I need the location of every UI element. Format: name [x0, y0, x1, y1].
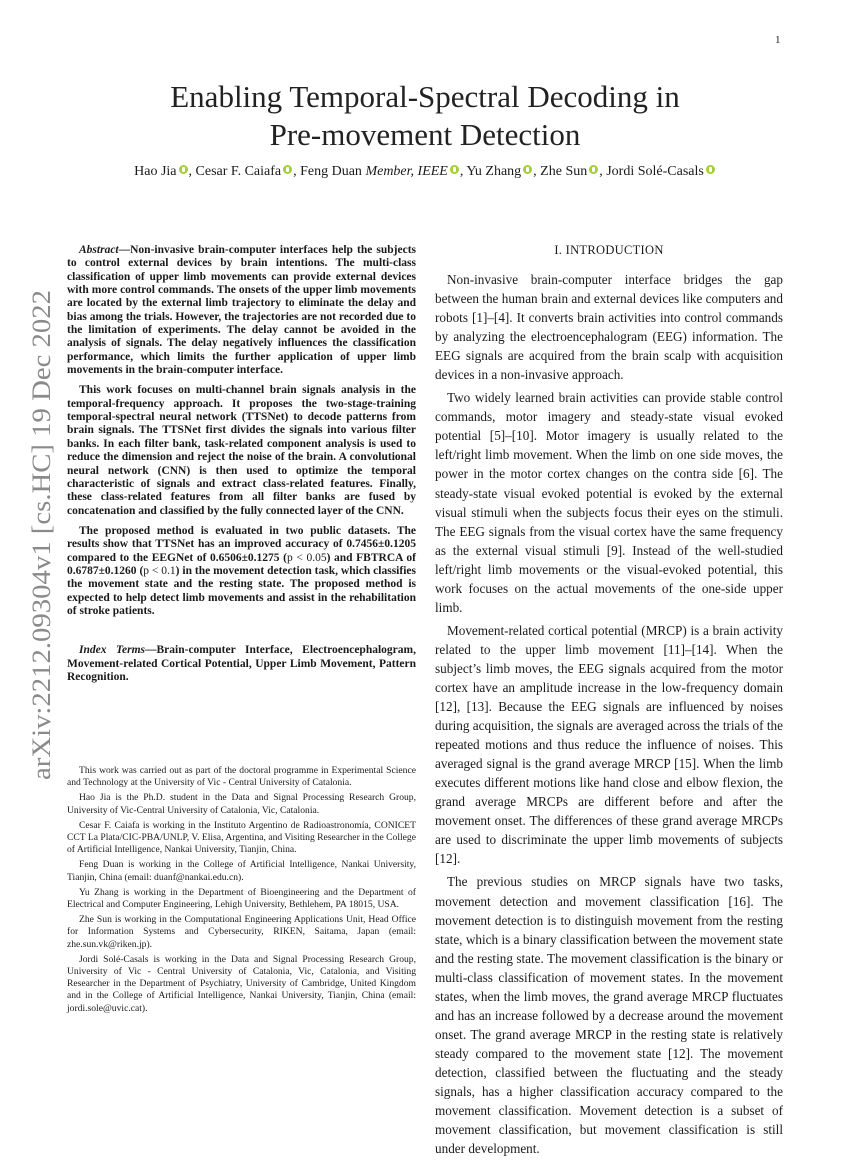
body-paragraph: Non-invasive brain-computer interface bridges the gap between the human brain and external devices like computers and robots [1]–[4]. It converts brain activities into control commands by analyzing the electroencephalogram (EEG) information. The EEG signals are acquired from the brain scalp with acquisition devices in a non-invasive approach. — [435, 272, 783, 383]
section-heading: I. INTRODUCTION — [554, 243, 664, 257]
abstract-text: —Non-invasive brain-computer interfaces help the subjects to control external devices by brain intentions. The multi-class classification of upper limb movements can provide external devices with more control commands. The onsets of the upper limb movements are located by the external limb trajectory to eliminate the delay and bias among the trials. However, the trajectories are not recorded due to the limitation of experiments. The delay cannot be avoided in the analysis of signals. The delay negatively influences the classification performance, which limits the further application of upper limb movements in the brain-computer interface. — [67, 244, 416, 377]
footnote: This work was carried out as part of the doctoral programme in Experimental Science and Technology at the University of Vic - Central University of Catalonia. — [67, 765, 416, 789]
orcid-icon[interactable] — [283, 165, 292, 174]
footnote: Cesar F. Caiafa is working in the Instituto Argentino de Radioastronomía, CONICET CCT La Plata/CIC-PBA/UNLP, V. Elisa, Argentina, and Visiting Researcher in the College of Artificial Intelligence, Nankai University, Tianjin, China. — [67, 819, 416, 856]
author-name: Jordi Solé-Casals — [606, 164, 704, 179]
p-value: p < 0.05 — [287, 551, 327, 564]
orcid-icon[interactable] — [450, 165, 459, 174]
body-paragraph: Movement-related cortical potential (MRCP) is a brain activity related to the upper limb movement [11]–[14]. When the subject’s limb moves, the EEG signals acquired from the motor cortex have an amplitude increase in the low-frequency domain [12], [13]. Because the EEG signals are influenced by noises during acquisition, the signals are averaged across the trials of the repeated motions and thus reduce the influence of noises. This averaged signal is the grand average MRCP [15]. When the limb executes different motions like hand close and elbow flexion, the grand average MRCPs are different before and after the movement onset. The differences of these grand average MRCPs are used to discriminate the upper limb movements of subjects [12]. — [435, 622, 783, 867]
footnotes — [67, 765, 416, 1018]
arxiv-id-text: arXiv:2212.09304v1 [cs.HC] 19 Dec 2022 — [27, 336, 56, 780]
abstract-paragraph-1 — [67, 244, 416, 377]
footnote: Yu Zhang is working in the Department of Bioengineering and the Department of Electrical and Computer Engineering, Lehigh University, Bethlehem, PA 18015, USA. — [67, 886, 416, 911]
right-column — [435, 242, 783, 1162]
abstract-paragraph-3 — [67, 525, 416, 618]
footnote: Hao Jia is the Ph.D. student in the Data and Signal Processing Research Group, University of Vic-Central University of Catalonia, Vic, Catalonia. — [67, 792, 416, 816]
abstract — [67, 244, 416, 618]
body-paragraph: Two widely learned brain activities can provide stable control commands, motor imagery and steady-state visual evoked potential [5]–[10]. Motor imagery is usually related to the left/right limb movement. When the limb on one side moves, the power in the motor cortex changes on the contra side [6]. The steady-state visual evoked potential is evoked by the external visual stimuli when the subjects focus their eyes on the stimuli. The EEG signals from the visual cortex have the same frequency as the external visual stimuli [9]. Instead of the well-studied left/right limb movements or the visual-evoked potential, this work focuses on the actual movements of the one-side upper limb. — [435, 390, 783, 615]
orcid-icon[interactable] — [589, 165, 598, 174]
abstract-text: ) and FBTRCA of 0.6787±0.1260 ( — [67, 551, 416, 577]
abstract-paragraph-2: This work focuses on multi-channel brain signals analysis in the temporal-frequency approach. It proposes the two-stage-training temporal-spectral neural network (TTSNet) to decode patterns from brain signals. The TTSNet first divides the signals into various filter banks. In each filter bank, task-related component analysis is used to reduce the dimension and reject the noise of the brain. A convolutional neural network (CNN) is then used to optimize the temporal characteristic of signals and extract class-related features. Finally, these class-related features from all filter banks are fused by concatenation and classified by the fully connected layer of the CNN. — [67, 384, 416, 517]
section-body — [435, 270, 783, 1158]
left-column — [67, 244, 416, 684]
orcid-icon[interactable] — [706, 165, 715, 174]
author-name: Hao Jia — [134, 164, 177, 179]
author-name: Cesar F. Caiafa — [195, 164, 282, 179]
page-number: 1 — [775, 34, 781, 46]
arxiv-identifier-stamp — [18, 290, 58, 780]
abstract-text: ) in the movement detection task, which classifies the movement state and the resting state. The proposed method is expected to help detect limb movements and assist in the rehabilitation of stroke patients. — [67, 564, 416, 617]
title-line-1: Enabling Temporal-Spectral Decoding in — [170, 79, 680, 114]
author-name: Feng Duan — [300, 164, 362, 179]
abstract-text: The proposed method is evaluated in two public datasets. The results show that TTSNet has an improved accuracy of 0.7456±0.1205 compared to the EEGNet of 0.6506±0.1275 ( — [67, 524, 416, 564]
author-membership: Member, IEEE — [365, 164, 448, 179]
footnote: Zhe Sun is working in the Computational Engineering Applications Unit, Head Office for Information Systems and Cybersecurity, RIKEN, Saitama, Japan (email: zhe.sun.vk@riken.jp). — [67, 914, 416, 950]
index-terms-label: Index Terms — [79, 644, 145, 657]
paper-title — [80, 78, 770, 154]
footnote: Feng Duan is working in the College of Artificial Intelligence, Nankai University, Tianjin, China (email: duanf@nankai.edu.cn). — [67, 859, 416, 883]
index-terms — [67, 644, 416, 684]
author-list: Hao Jia , Cesar F. Caiafa , Feng Duan Member, IEEE , Yu Zhang , Zhe Sun , Jordi Solé-Casals — [60, 162, 790, 182]
author-name: Zhe Sun — [540, 164, 588, 179]
orcid-icon[interactable] — [179, 165, 188, 174]
p-value: p < 0.1 — [143, 564, 176, 577]
title-line-2: Pre-movement Detection — [269, 117, 581, 152]
author-name: Yu Zhang — [466, 164, 522, 179]
orcid-icon[interactable] — [523, 165, 532, 174]
footnote: Jordi Solé-Casals is working in the Data and Signal Processing Research Group, University of Vic - Central University of Catalonia, Vic, Catalonia, and Visiting Researcher in the Department of Psychiatry, University of Cambridge, United Kingdom and in the College of Artificial Intelligence, Nankai University, Tianjin, China (email: jordi.sole@uvic.cat). — [67, 953, 416, 1014]
body-paragraph: The previous studies on MRCP signals have two tasks, movement detection and movement classification [16]. The movement detection is to distinguish movement from the resting state, which is a binary classification between the movement state and the resting state. The movement classification is the binary or multi-class classification of movement states. In the movement states, when the limb moves, the grand average MRCP fluctuates and has an increase followed by a decrease around the movement onset. The grand average MRCP in the resting state is relatively steady compared to the movement state [12]. The movement detection, classified between the fluctuating and the steady signals, has a higher classification accuracy compared to the movement classification. Movement detection is a subset of movement classification, but movement classification is still under development. — [435, 874, 783, 1157]
abstract-label: Abstract — [79, 244, 119, 256]
arxiv-stamp-svg — [18, 290, 58, 780]
index-terms-text: —Brain-computer Interface, Electroencephalogram, Movement-related Cortical Potential, Upper Limb Movement, Pattern Recognition. — [67, 644, 416, 683]
